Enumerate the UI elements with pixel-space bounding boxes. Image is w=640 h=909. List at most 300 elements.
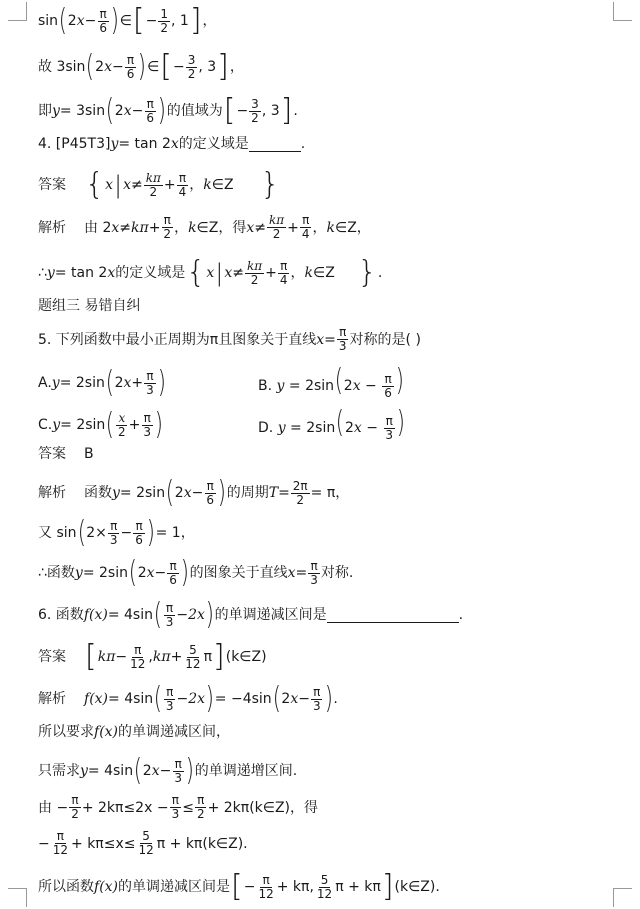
- paren-close: ): [146, 515, 155, 550]
- bracket-open: [: [85, 639, 97, 674]
- frac-pi-2: [69, 794, 81, 821]
- text: + 2kπ(k∈Z)，得: [207, 799, 319, 816]
- frac-pi-6: [133, 520, 145, 547]
- option-d-label: D.: [258, 420, 278, 437]
- num: π: [135, 518, 143, 533]
- paren-close: ): [180, 555, 189, 590]
- text: sin: [38, 13, 59, 29]
- text: ，: [229, 59, 244, 75]
- q6-solution-6: [38, 869, 620, 904]
- paren-close: ): [205, 597, 214, 632]
- text: .: [300, 136, 306, 152]
- text: ∈Z: [313, 265, 335, 281]
- den: 4: [279, 272, 288, 287]
- var-x: x: [123, 177, 131, 193]
- text: −: [111, 59, 124, 75]
- frac-pi-2: [195, 794, 207, 821]
- num: 5: [189, 642, 197, 657]
- text: =: [278, 485, 290, 501]
- text: 只需求: [38, 763, 80, 779]
- den: 3: [385, 427, 394, 442]
- text: =: [295, 565, 308, 581]
- num: π: [134, 642, 142, 657]
- var-x: x: [146, 565, 155, 581]
- text: 2: [86, 525, 96, 541]
- text: 的单调递减区间是: [214, 607, 327, 623]
- paren-close: ): [396, 405, 406, 441]
- frac-pi-3: [311, 686, 323, 713]
- num: π: [56, 829, 64, 843]
- text: −: [236, 103, 249, 119]
- den: 12: [130, 656, 146, 671]
- den: 4: [301, 227, 310, 241]
- frac-3-2: [249, 98, 261, 125]
- frac-2pi-2: [291, 480, 310, 507]
- paren-open: (: [165, 475, 175, 510]
- line-range-sin: [38, 3, 620, 38]
- var-f: f: [94, 879, 100, 895]
- var-x: (x): [89, 607, 108, 623]
- text: 2: [114, 103, 124, 119]
- paren-close: ): [154, 407, 164, 442]
- var-k: k: [304, 265, 313, 281]
- var-x: x: [151, 763, 160, 779]
- bracket-open: [: [223, 93, 236, 128]
- text: 的定义域是: [178, 136, 249, 152]
- bracket-close: ]: [189, 3, 202, 38]
- text: 2: [174, 485, 184, 501]
- den: 3: [165, 698, 174, 713]
- text: + kπ≤x≤: [71, 835, 136, 852]
- q6-solution-3: [38, 753, 620, 788]
- den: 2: [250, 272, 259, 287]
- var-y: y: [46, 265, 55, 281]
- text: +: [148, 219, 161, 236]
- q5-solution-2: [38, 515, 620, 550]
- paren-open: (: [106, 407, 115, 442]
- den: 2: [296, 492, 305, 507]
- var-y: y: [52, 103, 60, 119]
- frac-1-2: [158, 8, 170, 35]
- den: 6: [135, 532, 143, 547]
- paren-close: ): [324, 681, 333, 716]
- paren-open: (: [335, 405, 345, 441]
- text: −: [172, 59, 185, 75]
- num: 5: [320, 872, 329, 887]
- text: −: [154, 565, 167, 581]
- q4-solution-1: [38, 214, 620, 241]
- num: π: [166, 684, 174, 699]
- text: 又 sin: [38, 525, 77, 541]
- text: +: [287, 219, 299, 236]
- text: 由 2: [84, 219, 112, 236]
- num: π: [146, 96, 154, 111]
- q5-solution-1: [38, 475, 620, 510]
- text: = 4sin: [108, 691, 154, 707]
- frac-pi-12: [128, 644, 147, 671]
- num: π: [99, 6, 107, 21]
- group-heading: [38, 296, 620, 316]
- frac-pi-6: [382, 373, 394, 400]
- paren-open: (: [77, 515, 86, 550]
- var-x: x: [107, 265, 116, 281]
- var-y: y: [80, 763, 88, 779]
- num: kπ: [268, 213, 285, 227]
- den: 2: [187, 66, 196, 81]
- num: x: [118, 410, 126, 425]
- text: −: [360, 378, 382, 395]
- num: π: [174, 756, 182, 771]
- q5-options-ab: [38, 363, 620, 400]
- den: 2: [118, 424, 126, 439]
- num: π: [165, 600, 174, 615]
- num: kπ: [246, 258, 263, 273]
- num: 3: [251, 96, 259, 111]
- num: π: [169, 558, 177, 573]
- line-range-conclusion: [38, 93, 620, 128]
- text: −: [159, 763, 172, 779]
- text: 的值域为: [166, 103, 223, 119]
- den: 3: [109, 532, 118, 547]
- num: π: [163, 213, 171, 227]
- text: ≠: [232, 265, 244, 281]
- frac-kpi-2: [245, 260, 264, 287]
- text: π + kπ: [335, 879, 381, 895]
- den: 3: [146, 382, 154, 397]
- q6-solution-4: [38, 794, 620, 821]
- num: π: [302, 213, 310, 227]
- var-x: (x): [99, 724, 119, 740]
- frac-pi-3: [164, 686, 176, 713]
- num: 5: [142, 829, 150, 843]
- text: π: [203, 649, 213, 665]
- bracket-close: ]: [213, 639, 225, 674]
- den: 12: [185, 656, 201, 671]
- text: ≠: [254, 219, 266, 236]
- option-c-label: C.: [38, 417, 53, 433]
- text: (k∈Z): [225, 649, 267, 665]
- paren-open: (: [153, 681, 163, 716]
- text: 所以要求: [38, 724, 94, 740]
- den: 12: [138, 843, 154, 857]
- paren-close: ): [157, 365, 166, 400]
- frac-pi-6: [97, 8, 109, 35]
- text: = 4sin: [87, 763, 134, 779]
- frac-pi-3: [141, 412, 153, 439]
- den: 2: [163, 227, 172, 241]
- option-b: [258, 363, 405, 400]
- frac-5-12: [136, 830, 155, 857]
- var-x: x: [290, 691, 299, 707]
- frac-3-2: [186, 54, 198, 81]
- brace-close: }: [357, 255, 377, 290]
- var-k: k: [326, 219, 336, 236]
- text: + kπ,: [276, 879, 314, 895]
- text: ∈Z，: [335, 219, 371, 236]
- text: .: [377, 265, 383, 281]
- var-x: x: [183, 485, 192, 501]
- num: π: [110, 518, 118, 533]
- num: π: [126, 52, 135, 67]
- den: 2: [272, 227, 281, 241]
- option-b-label: B.: [258, 378, 277, 395]
- num: π: [178, 170, 187, 185]
- paren-open: (: [105, 365, 114, 400]
- brace-close: }: [260, 167, 280, 202]
- num: π: [310, 558, 318, 573]
- text: = −4sin: [214, 691, 272, 707]
- var-k: k: [188, 219, 197, 236]
- frac-kpi-2: [144, 172, 163, 199]
- den: 6: [99, 20, 107, 35]
- text: + 2kπ≤2x −: [81, 799, 169, 816]
- den: 6: [206, 492, 214, 507]
- den: 3: [171, 807, 180, 821]
- question-text: 5. 下列函数中最小正周期为π且图象关于直线: [38, 331, 317, 348]
- paren-open: (: [272, 681, 281, 716]
- q5-options-cd: [38, 405, 620, 442]
- paren-close: ): [395, 363, 404, 399]
- text: 的定义域是: [115, 265, 186, 281]
- var-t: T: [268, 485, 279, 501]
- num: 2π: [292, 478, 308, 493]
- q4-solution-2: [38, 255, 620, 290]
- text: 的单调递减区间是: [118, 879, 231, 895]
- text: = tan 2: [54, 265, 108, 281]
- answer-value: B: [84, 446, 94, 462]
- frac-pi-3: [383, 415, 395, 442]
- option-a-label: A.: [38, 375, 52, 391]
- answer-label: 答案: [38, 649, 66, 665]
- bracket-open: [: [231, 869, 243, 904]
- bracket-close: ]: [217, 49, 229, 84]
- text: ，: [189, 177, 204, 193]
- text: 所以函数: [38, 879, 94, 895]
- option-d: [258, 405, 406, 442]
- text: −: [176, 691, 189, 707]
- den: 2: [160, 20, 168, 35]
- den: 12: [258, 886, 274, 901]
- answer-label: 答案: [38, 177, 66, 193]
- question-number: 6. 函数: [38, 607, 84, 623]
- var-y: y: [52, 417, 61, 433]
- num: 3: [187, 52, 196, 67]
- num: π: [171, 793, 179, 807]
- var-y: y: [51, 375, 60, 391]
- text: +: [170, 649, 183, 665]
- text: ，: [202, 13, 217, 29]
- paren-close: ): [157, 93, 166, 128]
- text: −: [243, 879, 256, 895]
- text: −: [298, 691, 310, 707]
- answer-label: 答案: [38, 446, 66, 462]
- num: π: [206, 478, 214, 493]
- var-x: x: [287, 565, 296, 581]
- num: π: [143, 410, 151, 425]
- var-f: f: [83, 607, 89, 623]
- paren-open: (: [58, 3, 68, 38]
- text: kπ: [97, 649, 116, 665]
- text: ，得: [218, 219, 247, 236]
- q4-answer: [38, 167, 620, 202]
- text: = π，: [310, 485, 350, 501]
- text: , 3: [198, 59, 217, 75]
- text: −: [84, 13, 97, 29]
- frac-5-12: [315, 874, 334, 901]
- den: 2: [251, 110, 259, 125]
- var-k: k: [203, 177, 212, 193]
- text: ∈: [147, 59, 160, 75]
- question-5: [38, 326, 620, 353]
- var-x: x: [123, 103, 132, 119]
- text: 2: [281, 691, 291, 707]
- frac-pi-3: [308, 560, 320, 587]
- frac-pi-6: [144, 98, 156, 125]
- text: 的单调递增区间.: [194, 763, 298, 779]
- paren-open: (: [128, 555, 137, 590]
- text: = 2sin: [59, 375, 105, 391]
- var-x: x: [206, 265, 215, 281]
- den: 2: [71, 807, 79, 821]
- frac-pi-3: [337, 326, 349, 353]
- text: 函数: [84, 485, 112, 501]
- text: 2: [137, 565, 147, 581]
- num: kπ: [145, 170, 161, 185]
- var-x: (x): [99, 879, 119, 895]
- var-x: x: [246, 219, 255, 236]
- paren-open: (: [105, 93, 115, 128]
- q5-solution-3: [38, 555, 620, 590]
- var-x: x: [170, 136, 179, 152]
- var-y: y: [112, 485, 120, 501]
- text: +: [265, 265, 277, 281]
- var-x: x: [352, 378, 361, 395]
- num: π: [280, 258, 288, 273]
- text: ,: [148, 649, 153, 665]
- text: 对称的是( ): [349, 331, 421, 348]
- crop-mark-top-left: [8, 2, 27, 21]
- text: 2: [67, 13, 77, 29]
- bracket-close: ]: [381, 869, 394, 904]
- text: .: [435, 879, 440, 895]
- var-x: x: [104, 59, 112, 75]
- answer-blank: [249, 137, 301, 152]
- text: ∈Z: [211, 177, 234, 193]
- num: 1: [160, 6, 168, 21]
- text: ≤: [182, 799, 194, 816]
- var-x: x: [105, 177, 113, 193]
- text: = 2sin: [284, 378, 335, 395]
- frac-pi-3: [172, 758, 184, 785]
- text: 2: [344, 420, 354, 437]
- text: .: [458, 607, 464, 623]
- paren-close: ): [217, 475, 226, 510]
- text: ∴函数: [38, 565, 75, 581]
- frac-x-2: [116, 412, 128, 439]
- set-bar: |: [215, 259, 224, 287]
- text: kπ: [131, 219, 149, 236]
- den: 6: [126, 66, 135, 81]
- set-bar: |: [114, 171, 123, 199]
- frac-pi-3: [164, 602, 176, 629]
- text: =: [324, 331, 336, 348]
- text: 2: [114, 375, 124, 391]
- frac-pi-6: [167, 560, 179, 587]
- var-x: x: [316, 331, 325, 348]
- frac-pi-3: [144, 370, 156, 397]
- num: π: [384, 371, 392, 386]
- text: −: [131, 103, 144, 119]
- question-number: 4. [P45T3]: [38, 136, 111, 152]
- text: 即: [38, 103, 52, 119]
- paren-open: (: [86, 49, 95, 84]
- den: 3: [310, 572, 318, 587]
- text: 2: [142, 763, 152, 779]
- den: 12: [52, 843, 69, 857]
- text: ，: [174, 219, 189, 236]
- answer-blank: [327, 608, 459, 623]
- question-4: [38, 134, 620, 154]
- var-y: y: [276, 378, 285, 395]
- paren-open: (: [153, 597, 162, 632]
- bracket-close: ]: [280, 93, 293, 128]
- frac-pi-12: [51, 830, 70, 857]
- text: 的单调递减区间，: [118, 724, 231, 740]
- den: 6: [146, 110, 154, 125]
- text: (k∈Z): [394, 879, 436, 895]
- q5-answer: [38, 444, 620, 464]
- text: ×: [95, 525, 107, 541]
- text: = 2sin: [285, 420, 336, 437]
- text: kπ: [152, 649, 171, 665]
- solution-label: 解析: [38, 485, 66, 501]
- solution-label: 解析: [38, 691, 66, 707]
- num: π: [146, 368, 154, 383]
- den: 3: [143, 424, 152, 439]
- text: ∴: [38, 265, 47, 281]
- text: −: [145, 13, 158, 29]
- text: π + kπ(k∈Z).: [156, 835, 248, 852]
- text: ，: [312, 219, 327, 236]
- text: +: [128, 417, 141, 433]
- q6-answer: [38, 639, 620, 674]
- var-x: x: [123, 375, 132, 391]
- text: , 3: [261, 103, 280, 119]
- text: 2x: [188, 607, 205, 623]
- text: 2: [343, 378, 353, 395]
- paren-close: ): [110, 3, 119, 38]
- group-title: 题组三 易错自纠: [38, 298, 141, 314]
- paren-close: ): [138, 49, 147, 84]
- brace-open: {: [85, 167, 105, 202]
- frac-pi-6: [204, 480, 216, 507]
- bracket-open: [: [132, 3, 145, 38]
- brace-open: {: [186, 255, 206, 290]
- frac-pi-2: [161, 214, 173, 241]
- text: −: [115, 649, 128, 665]
- text: = 2sin: [119, 485, 166, 501]
- var-x: x: [224, 265, 233, 281]
- text: +: [131, 375, 144, 391]
- num: π: [71, 793, 79, 807]
- den: 3: [174, 770, 182, 785]
- q6-solution-1: [38, 681, 620, 716]
- frac-pi-3: [108, 520, 120, 547]
- frac-kpi-2: [267, 214, 286, 241]
- text: , 1: [171, 13, 189, 29]
- text: 2: [95, 59, 105, 75]
- num: π: [313, 684, 321, 699]
